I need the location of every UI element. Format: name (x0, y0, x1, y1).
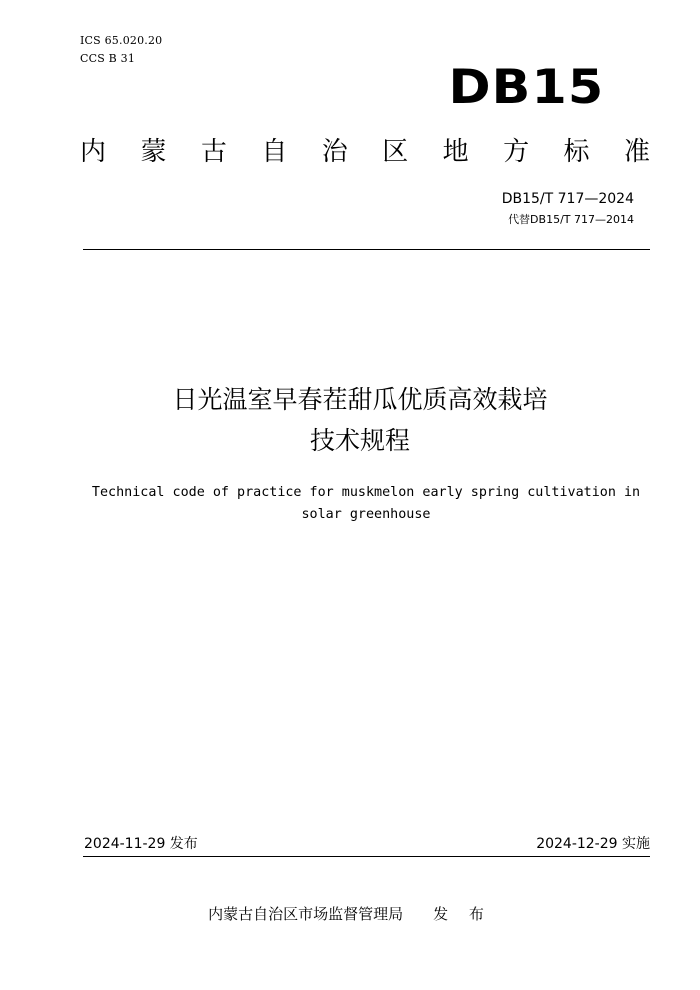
standard-type-char: 标 (563, 137, 590, 167)
db15-logo: DB15 (448, 60, 604, 115)
document-title-line-1: 日光温室早春茬甜瓜优质高效栽培 (172, 385, 548, 414)
ccs-code: CCS B 31 (80, 52, 136, 65)
standard-type-heading (80, 134, 650, 170)
english-title-line-2: solar greenhouse (301, 507, 431, 522)
header-divider (83, 249, 650, 250)
standard-type-char: 自 (261, 137, 288, 167)
document-title-line-2: 技术规程 (309, 426, 410, 455)
standard-number: DB15/T 717—2024 (501, 191, 634, 207)
standard-type-char: 古 (200, 137, 227, 167)
issue-action: 发 布 (433, 905, 492, 923)
issuer-name: 内蒙古自治区市场监督管理局 (208, 905, 404, 923)
standard-type-char: 地 (442, 137, 469, 167)
standard-type-char: 内 (80, 137, 107, 167)
english-title-line-1: Technical code of practice for muskmelon early spring cultivation in (91, 485, 641, 500)
standard-type-char: 准 (623, 137, 650, 167)
standard-type-char: 方 (503, 137, 530, 167)
replaces-standard: 代替DB15/T 717—2014 (508, 213, 634, 226)
standard-type-char: 治 (321, 137, 348, 167)
issuer-line (0, 903, 700, 925)
footer-divider (83, 856, 650, 857)
publish-date: 2024-11-29 发布 (84, 836, 198, 852)
standard-type-char: 区 (382, 137, 409, 167)
standard-type-char: 蒙 (140, 137, 167, 167)
ics-code: ICS 65.020.20 (80, 34, 163, 47)
implement-date: 2024-12-29 实施 (536, 836, 650, 852)
